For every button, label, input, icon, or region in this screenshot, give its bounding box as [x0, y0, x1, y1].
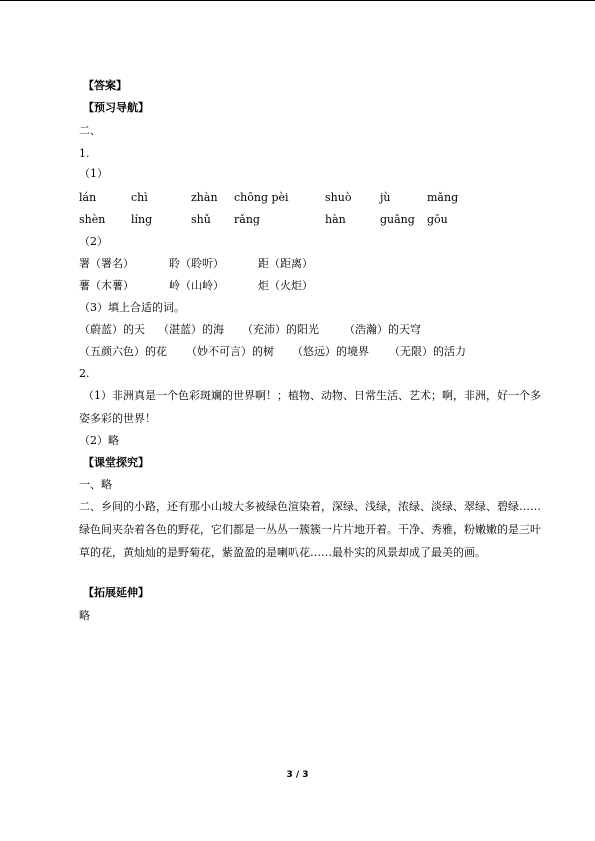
fill-phrase: （妙不可言）的树 — [186, 345, 274, 358]
item-two-number: 2. — [79, 367, 90, 380]
sub-item-1: （1） — [79, 167, 108, 180]
item-two-label: 二、 — [79, 124, 101, 137]
pinyin-cell: shǔ — [191, 213, 211, 226]
pinyin-cell: gōu — [427, 213, 448, 226]
pinyin-cell: zhàn — [191, 191, 218, 204]
fill-phrase: （湛蓝）的海 — [158, 323, 224, 336]
pinyin-cell: guǎng — [380, 213, 415, 226]
word-pair: 距（距离） — [258, 257, 313, 270]
fill-phrase: （无限）的活力 — [389, 345, 466, 358]
section-preview-heading: 【预习导航】 — [83, 101, 149, 114]
fill-phrase: （充沛）的阳光 — [242, 323, 319, 336]
pinyin-cell: lán — [79, 191, 97, 204]
answer-2-2: （2）略 — [79, 434, 119, 447]
sub-item-3: （3）填上合适的词。 — [79, 301, 185, 314]
class-answer-1: 一、略 — [79, 478, 112, 491]
pinyin-cell: jù — [380, 191, 391, 204]
word-pair: 炬（火炬） — [258, 279, 313, 292]
fill-phrase: （浩瀚）的天穹 — [344, 323, 421, 336]
pinyin-cell: shèn — [79, 213, 106, 226]
section-class-heading: 【课堂探究】 — [83, 456, 149, 469]
section-extend-heading: 【拓展延伸】 — [83, 586, 149, 599]
pinyin-cell: chōng pèi — [234, 191, 289, 204]
sub-item-2: （2） — [79, 235, 108, 248]
pinyin-cell: mǎng — [427, 191, 459, 204]
word-pair: 岭（山岭） — [169, 279, 224, 292]
extend-answer: 略 — [79, 609, 90, 622]
item-one-number: 1. — [79, 147, 90, 160]
fill-phrase: （悠远）的境界 — [292, 345, 369, 358]
pinyin-cell: líng — [131, 213, 153, 226]
pinyin-cell: rǎng — [234, 213, 260, 226]
pinyin-cell: chì — [131, 191, 148, 204]
pinyin-cell: shuò — [325, 191, 352, 204]
answer-heading: 【答案】 — [83, 79, 127, 92]
answer-2-1: （1）非洲真是一个色彩斑斓的世界啊！；植物、动物、日常生活、艺术；啊，非洲，好一个多姿多彩的世界！ — [79, 389, 541, 425]
pinyin-cell: hàn — [325, 213, 346, 226]
page-number: 3 / 3 — [286, 770, 309, 780]
word-pair: 署（署名） — [79, 257, 134, 270]
word-pair: 聆（聆听） — [169, 257, 224, 270]
word-pair: 薯（木薯） — [79, 279, 134, 292]
fill-phrase: （五颜六色）的花 — [79, 345, 167, 358]
fill-phrase: （蔚蓝）的天 — [79, 323, 145, 336]
class-answer-2: 二、乡间的小路，还有那小山坡大多被绿色渲染着，深绿、浅绿，浓绿、淡绿、翠绿、碧绿……绿色间夹杂着各色的野花，它们都是一丛丛一簇簇一片片地开着。干净、秀雅，粉嫩嫩的是三叶草的花，黄灿灿的是野菊花，紫盈盈的是喇叭花……最朴实的风景却成了最美的画。 — [79, 500, 541, 559]
